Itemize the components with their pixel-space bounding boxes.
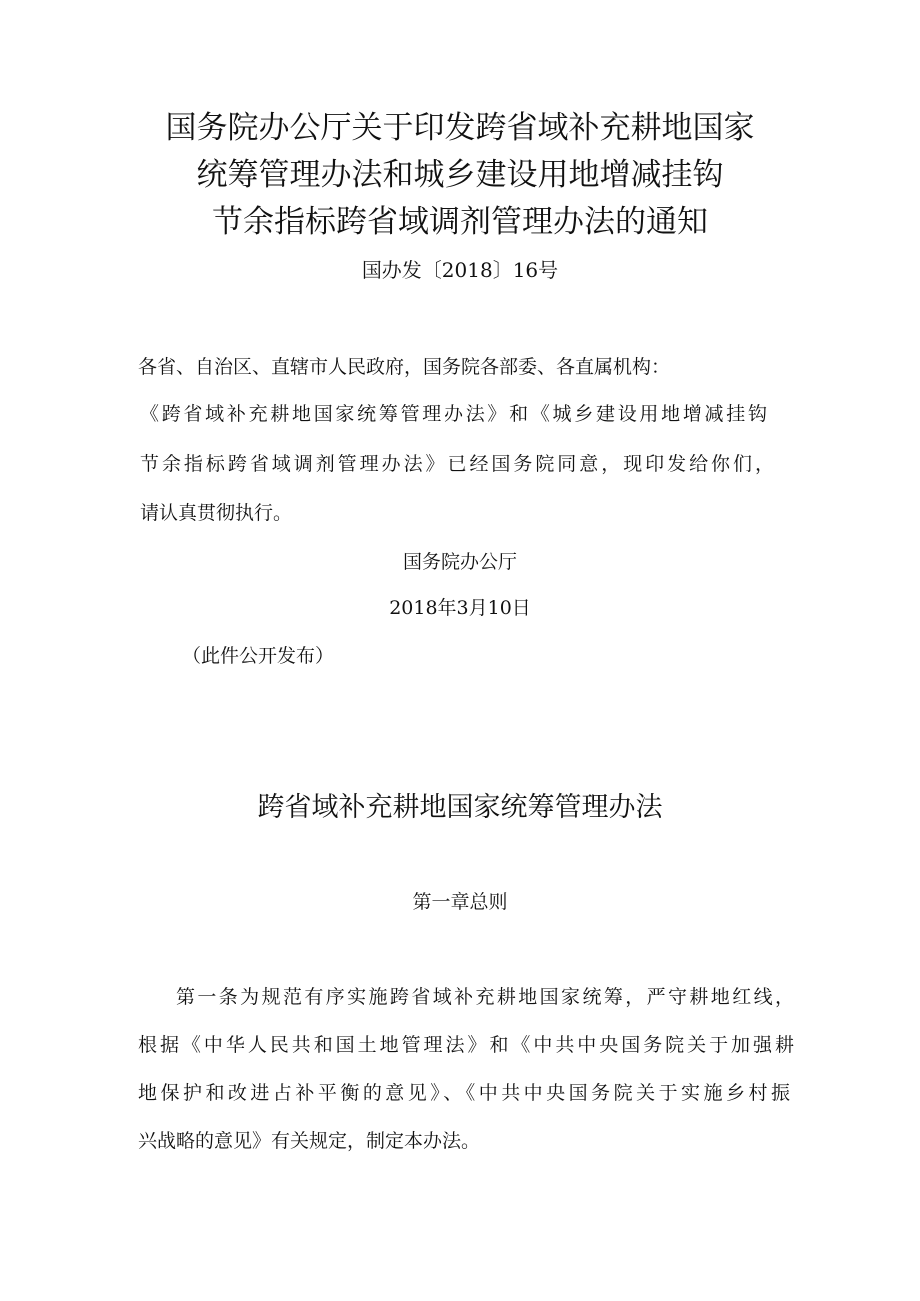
- document-number: 国办发〔2018〕16号: [361, 258, 559, 282]
- notice-title-line-2: 统筹管理办法和城乡建设用地增减挂钩: [196, 157, 724, 193]
- notice-title-line-3: 节余指标跨省域调剂管理办法的通知: [212, 204, 708, 240]
- article-1-line-4: 兴战略的意见》有关规定，制定本办法。: [138, 1130, 481, 1152]
- issuer: 国务院办公厅: [402, 551, 517, 573]
- article-1-line-3: 地保护和改进占补平衡的意见》、《中共中央国务院关于实施乡村振: [138, 1082, 790, 1104]
- article-1-line-1: 第一条为规范有序实施跨省域补充耕地国家统筹，严守耕地红线，: [176, 986, 794, 1008]
- chapter-heading: 第一章总则: [412, 891, 508, 913]
- publication-note: （此件公开发布）: [182, 645, 335, 667]
- addressee: 各省、自治区、直辖市人民政府，国务院各部委、各直属机构：: [138, 356, 671, 378]
- notice-body-line-3: 请认真贯彻执行。: [140, 502, 293, 524]
- notice-body-line-1: 《跨省域补充耕地国家统筹管理办法》和《城乡建设用地增减挂钩: [140, 403, 767, 425]
- notice-title-line-1: 国务院办公厅关于印发跨省域补充耕地国家: [165, 110, 755, 146]
- article-1-line-2: 根据《中华人民共和国土地管理法》和《中共中央国务院关于加强耕: [138, 1034, 794, 1056]
- measures-title: 跨省域补充耕地国家统筹管理办法: [257, 792, 663, 823]
- issue-date: 2018年3月10日: [389, 597, 531, 619]
- notice-body-line-2: 节余指标跨省域调剂管理办法》已经国务院同意，现印发给你们，: [140, 453, 774, 475]
